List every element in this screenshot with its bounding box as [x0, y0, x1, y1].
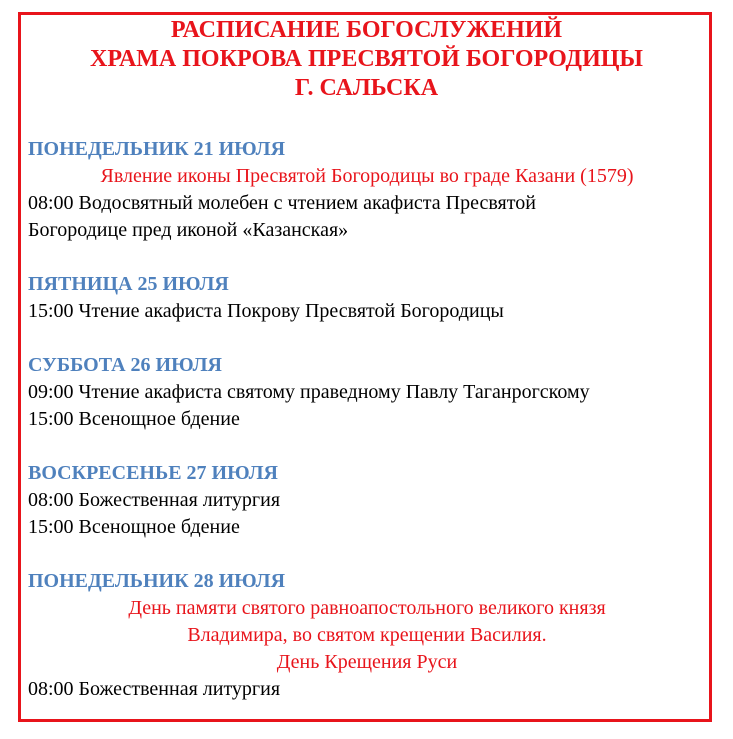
schedule-day	[28, 460, 708, 541]
schedule-list	[28, 136, 708, 730]
feast-line: Явление иконы Пресвятой Богородицы во граде Казани (1579)	[100, 165, 634, 187]
schedule-day	[28, 568, 708, 703]
schedule-day	[28, 352, 708, 433]
service-line: 08:00 Божественная литургия	[28, 489, 281, 511]
service-line: 15:00 Всенощное бдение	[28, 408, 240, 430]
title-line-2: ХРАМА ПОКРОВА ПРЕСВЯТОЙ БОГОРОДИЦЫ	[90, 46, 643, 72]
feast-line: День памяти святого равноапостольного великого князя	[128, 597, 606, 619]
service-entry	[28, 676, 708, 703]
service-line: 08:00 Божественная литургия	[28, 678, 281, 700]
day-heading: СУББОТА 26 ИЮЛЯ	[28, 354, 222, 376]
service-line: Богородице пред иконой «Казанская»	[28, 219, 349, 241]
page-title	[0, 16, 733, 103]
service-entry	[28, 406, 708, 433]
schedule-day	[28, 136, 708, 244]
service-entry	[28, 379, 708, 406]
title-line-3: Г. САЛЬСКА	[294, 75, 439, 101]
service-entry	[28, 190, 708, 244]
feast-line: День Крещения Руси	[276, 651, 458, 673]
title-line-1: РАСПИСАНИЕ БОГОСЛУЖЕНИЙ	[170, 17, 563, 43]
service-line: 09:00 Чтение акафиста святому праведному Павлу Таганрогскому	[28, 381, 590, 403]
service-entry	[28, 298, 708, 325]
service-line: 08:00 Водосвятный молебен с чтением акафиста Пресвятой	[28, 192, 536, 214]
schedule-day	[28, 271, 708, 325]
service-line: 15:00 Всенощное бдение	[28, 516, 240, 538]
service-entry	[28, 487, 708, 514]
day-heading: ПОНЕДЕЛЬНИК 21 ИЮЛЯ	[28, 138, 286, 160]
day-heading: ПОНЕДЕЛЬНИК 28 ИЮЛЯ	[28, 570, 286, 592]
day-heading: ВОСКРЕСЕНЬЕ 27 ИЮЛЯ	[28, 462, 278, 484]
service-entry	[28, 514, 708, 541]
day-heading: ПЯТНИЦА 25 ИЮЛЯ	[28, 273, 229, 295]
service-line: 15:00 Чтение акафиста Покрову Пресвятой Богородицы	[28, 300, 504, 322]
feast-line: Владимира, во святом крещении Василия.	[187, 624, 547, 646]
